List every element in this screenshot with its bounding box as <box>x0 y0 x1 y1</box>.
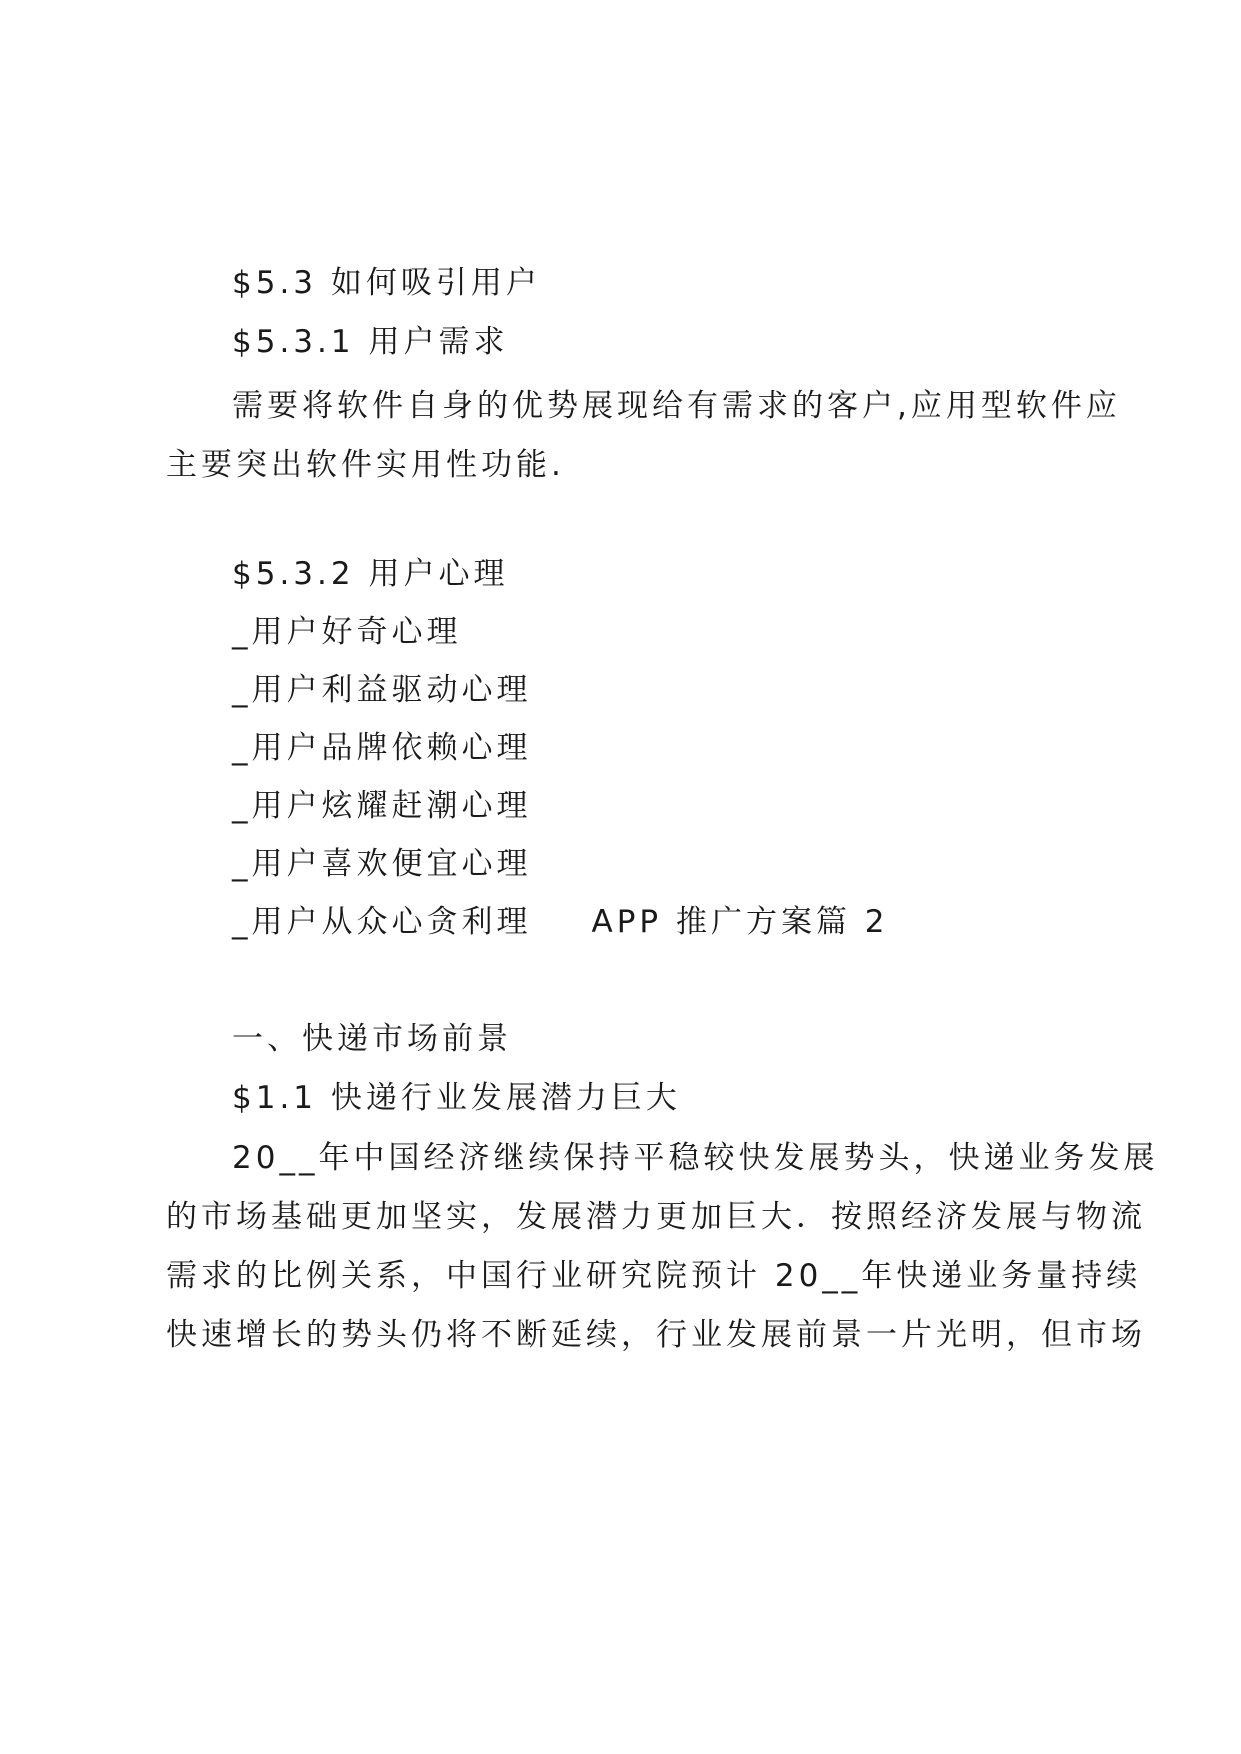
section-2-title: APP 推广方案篇 2 <box>591 904 889 940</box>
list-item: _用户炫耀赶潮心理 <box>232 788 532 824</box>
list-item: _用户好奇心理 <box>232 614 462 650</box>
paragraph-2-line-4: 快速增长的势头仍将不断延续，行业发展前景一片光明，但市场 <box>166 1317 1146 1353</box>
heading-5-3-1: $5.3.1 用户需求 <box>232 324 509 360</box>
list-item-with-title <box>232 902 889 942</box>
list-item: _用户从众心贪利理 <box>232 904 532 940</box>
heading-5-3: $5.3 如何吸引用户 <box>232 265 541 301</box>
list-item: _用户利益驱动心理 <box>232 672 532 708</box>
paragraph-1-line-1: 需要将软件自身的优势展现给有需求的客户,应用型软件应 <box>232 388 1121 424</box>
heading-5-3-2: $5.3.2 用户心理 <box>232 556 509 592</box>
list-item: _用户喜欢便宜心理 <box>232 846 532 882</box>
paragraph-1-line-2: 主要突出软件实用性功能. <box>166 447 565 483</box>
heading-1: 一、快递市场前景 <box>232 1021 512 1057</box>
paragraph-2-line-2: 的市场基础更加坚实，发展潜力更加巨大．按照经济发展与物流 <box>166 1199 1146 1235</box>
paragraph-2-line-3: 需求的比例关系，中国行业研究院预计 20__年快递业务量持续 <box>166 1258 1142 1294</box>
list-item: _用户品牌依赖心理 <box>232 730 532 766</box>
paragraph-2-line-1: 20__年中国经济继续保持平稳较快发展势头，快递业务发展 <box>232 1140 1159 1176</box>
heading-1-1: $1.1 快递行业发展潜力巨大 <box>232 1080 681 1116</box>
